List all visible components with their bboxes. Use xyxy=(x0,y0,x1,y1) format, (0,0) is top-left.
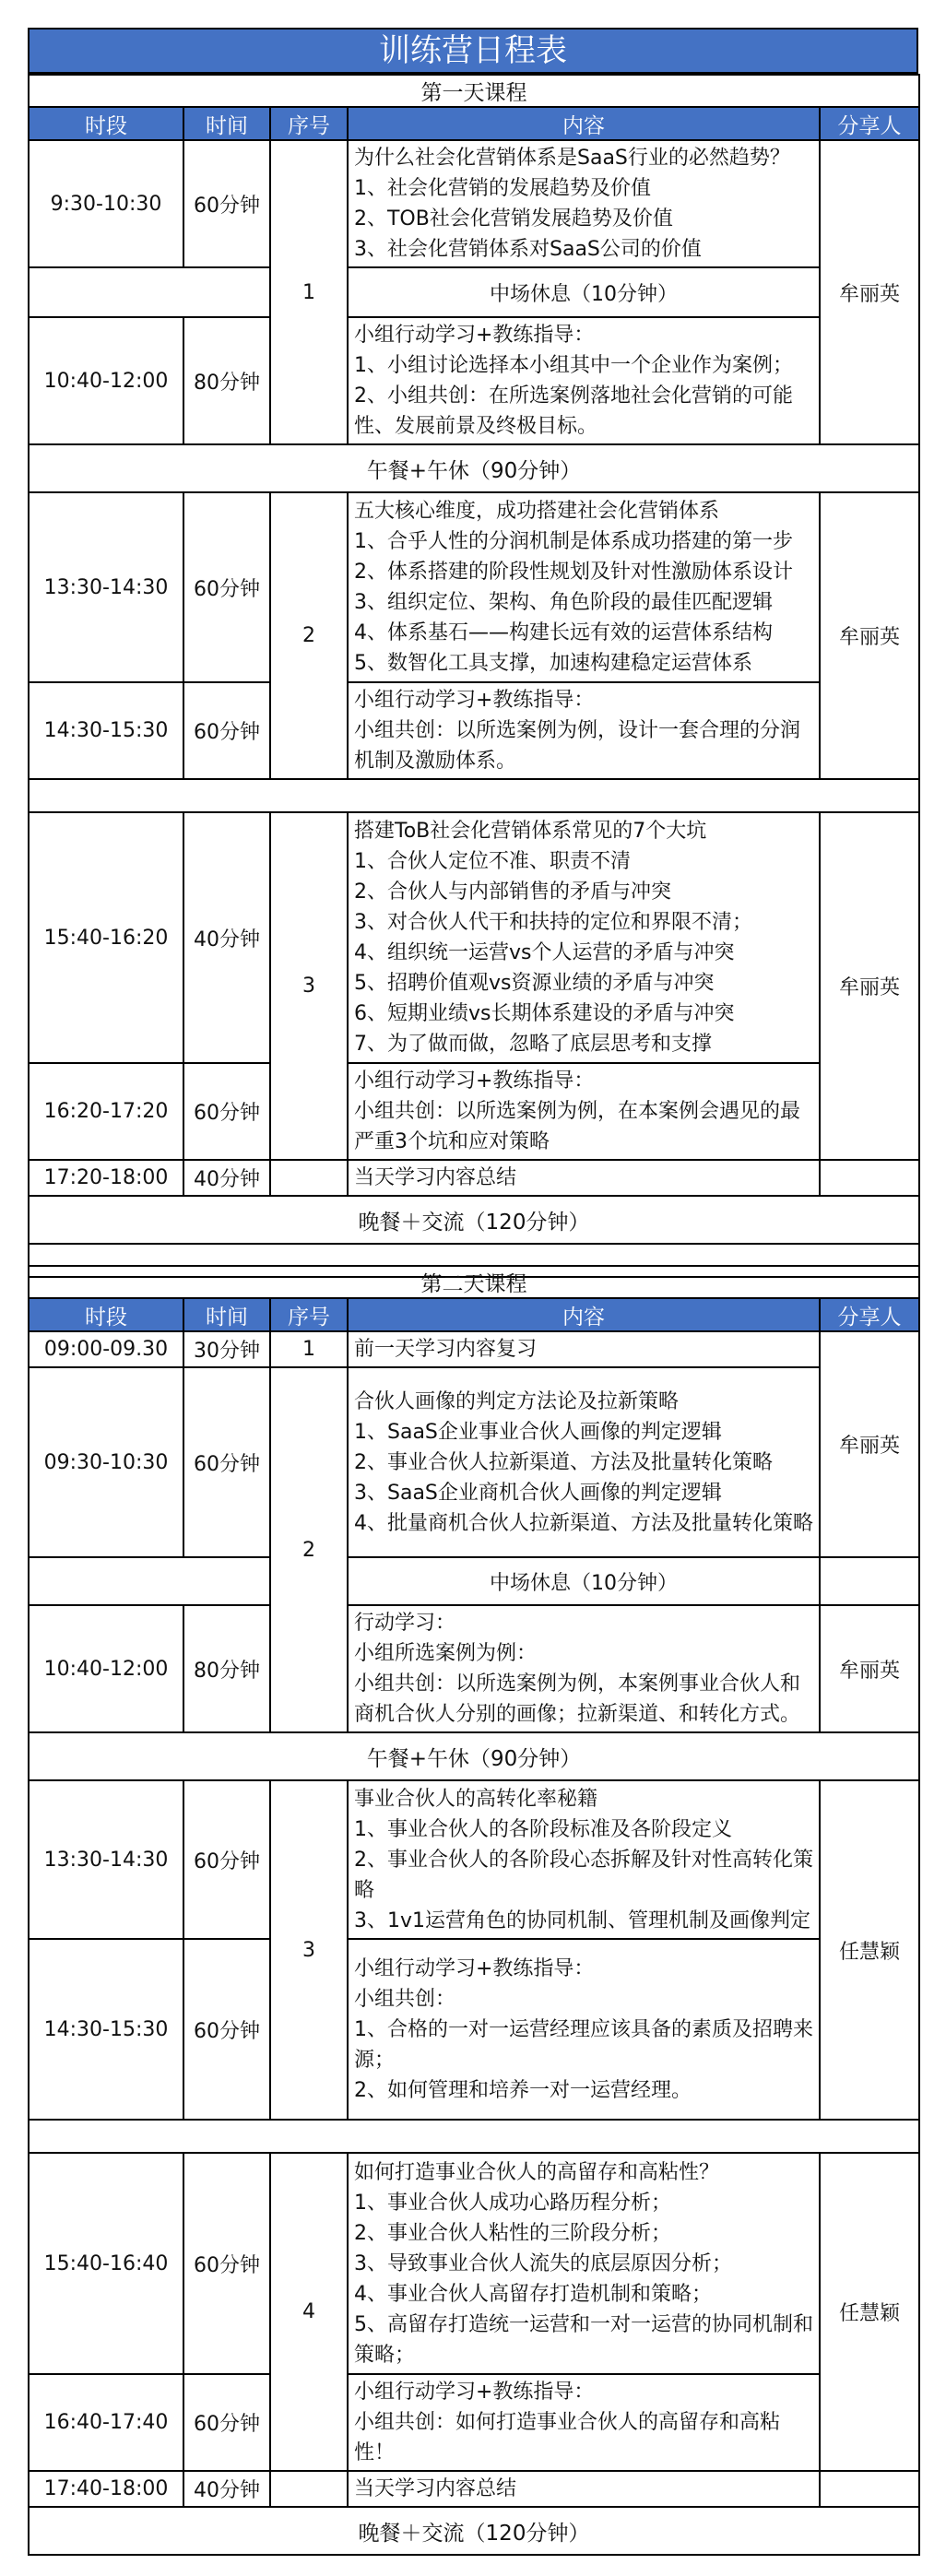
content-cell xyxy=(348,2153,820,2374)
content-line: 小组共创：以所选案例为例，在本案例会遇见的最严重3个坑和应对策略 xyxy=(354,1100,801,1153)
content-line: 1、小组讨论选择本小组其中一个企业作为案例； xyxy=(354,354,793,377)
blank-cell xyxy=(820,1557,919,1605)
time-cell: 13:30-14:30 xyxy=(29,492,183,682)
lunch-row: 午餐+午休（90分钟） xyxy=(29,444,919,492)
content-cell xyxy=(348,682,820,779)
content-line: 2、事业合伙人粘性的三阶段分析； xyxy=(354,2221,671,2245)
header-speaker: 分享人 xyxy=(820,107,919,140)
content-line: 3、导致事业合伙人流失的底层原因分析； xyxy=(354,2251,732,2275)
content-cell xyxy=(348,812,820,1063)
content-line: 小组行动学习+教练指导： xyxy=(354,324,595,347)
number-cell: 3 xyxy=(270,812,348,1160)
speaker-cell xyxy=(820,1160,919,1196)
time-cell: 09:00-09.30 xyxy=(29,1331,183,1367)
time-cell: 15:40-16:20 xyxy=(29,812,183,1063)
content-line: 1、事业合伙人成功心路历程分析； xyxy=(354,2191,671,2215)
content-line: 小组共创：如何打造事业合伙人的高留存和高粘性！ xyxy=(354,2411,781,2464)
content-line: 小组所选案例为例： xyxy=(354,1642,538,1665)
content-line: 小组行动学习+教练指导： xyxy=(354,689,595,712)
content-line: 合伙人画像的判定方法论及拉新策略 xyxy=(354,1389,680,1413)
day2-heading: 第二天课程 xyxy=(29,1266,919,1298)
content-line: 5、招聘价值观vs资源业绩的矛盾与冲突 xyxy=(354,972,715,995)
duration-cell: 40分钟 xyxy=(183,812,270,1063)
speaker-cell: 牟丽英 xyxy=(820,812,919,1160)
day1-table xyxy=(28,74,920,1278)
content-cell xyxy=(348,1367,820,1557)
duration-cell: 60分钟 xyxy=(183,492,270,682)
content-line: 1、SaaS企业事业合伙人画像的判定逻辑 xyxy=(354,1420,722,1444)
number-cell xyxy=(270,2471,348,2507)
content-line: 4、组织统一运营vs个人运营的矛盾与冲突 xyxy=(354,941,735,964)
content-line: 小组行动学习+教练指导： xyxy=(354,1069,595,1093)
header-period: 时段 xyxy=(29,1298,183,1331)
time-cell: 17:20-18:00 xyxy=(29,1160,183,1196)
content-line: 7、为了做而做，忽略了底层思考和支撑 xyxy=(354,1033,712,1056)
page-title: 训练营日程表 xyxy=(28,28,918,74)
content-line: 5、数智化工具支撑，加速构建稳定运营体系 xyxy=(354,652,752,675)
header-speaker: 分享人 xyxy=(820,1298,919,1331)
content-line: 搭建ToB社会化营销体系常见的7个大坑 xyxy=(354,820,707,843)
day2-table xyxy=(28,1265,920,2556)
spacer-row xyxy=(29,2120,919,2153)
content-line: 3、SaaS企业商机合伙人画像的判定逻辑 xyxy=(354,1481,722,1505)
speaker-cell: 牟丽英 xyxy=(820,1605,919,1732)
content-line: 小组共创：以所选案例为例，本案例事业合伙人和商机合伙人分别的画像；拉新渠道、和转化方式。 xyxy=(354,1672,801,1726)
duration-cell: 60分钟 xyxy=(183,2374,270,2471)
content-line: 3、社会化营销体系对SaaS公司的价值 xyxy=(354,238,702,261)
content-line: 2、TOB社会化营销发展趋势及价值 xyxy=(354,207,673,230)
duration-cell: 60分钟 xyxy=(183,1939,270,2120)
number-cell: 1 xyxy=(270,1331,348,1367)
speaker-cell: 牟丽英 xyxy=(820,492,919,779)
time-cell: 13:30-14:30 xyxy=(29,1780,183,1939)
content-line: 1、社会化营销的发展趋势及价值 xyxy=(354,177,651,200)
duration-cell: 80分钟 xyxy=(183,317,270,444)
content-line: 小组共创：以所选案例为例，设计一套合理的分润机制及激励体系。 xyxy=(354,719,801,773)
content-line: 6、短期业绩vs长期体系建设的矛盾与冲突 xyxy=(354,1002,735,1025)
content-line: 2、事业合伙人的各阶段心态拆解及针对性高转化策略 xyxy=(354,1848,813,1902)
content-line: 2、小组共创：在所选案例落地社会化营销的可能性、发展前景及终极目标。 xyxy=(354,384,793,438)
content-line: 小组行动学习+教练指导： xyxy=(354,1956,595,1980)
speaker-cell: 任慧颖 xyxy=(820,2153,919,2471)
header-content: 内容 xyxy=(348,1298,820,1331)
content-line: 3、组织定位、架构、角色阶段的最佳匹配逻辑 xyxy=(354,591,773,614)
time-cell: 14:30-15:30 xyxy=(29,682,183,779)
break-cell: 中场休息（10分钟） xyxy=(348,1557,820,1605)
content-line: 五大核心维度，成功搭建社会化营销体系 xyxy=(354,500,720,523)
content-line: 小组行动学习+教练指导： xyxy=(354,2381,595,2404)
number-cell xyxy=(270,1160,348,1196)
content-cell: 当天学习内容总结 xyxy=(348,1160,820,1196)
speaker-cell xyxy=(820,2471,919,2507)
content-cell: 当天学习内容总结 xyxy=(348,2471,820,2507)
time-cell: 15:40-16:40 xyxy=(29,2153,183,2374)
header-content: 内容 xyxy=(348,107,820,140)
content-line: 2、合伙人与内部销售的矛盾与冲突 xyxy=(354,880,671,904)
lunch-row: 午餐+午休（90分钟） xyxy=(29,1732,919,1780)
time-cell: 16:20-17:20 xyxy=(29,1063,183,1160)
dinner-row: 晚餐＋交流（120分钟） xyxy=(29,1196,919,1244)
content-line: 事业合伙人的高转化率秘籍 xyxy=(354,1787,598,1811)
day1-heading: 第一天课程 xyxy=(29,75,919,107)
time-cell: 10:40-12:00 xyxy=(29,1605,183,1732)
content-line: 1、合伙人定位不准、职责不清 xyxy=(354,850,631,873)
content-line: 为什么社会化营销体系是SaaS行业的必然趋势？ xyxy=(354,147,790,170)
content-line: 行动学习： xyxy=(354,1612,456,1635)
content-cell xyxy=(348,1939,820,2120)
content-line: 1、合格的一对一运营经理应该具备的素质及招聘来源； xyxy=(354,2017,813,2072)
duration-cell: 40分钟 xyxy=(183,1160,270,1196)
content-line: 1、合乎人性的分润机制是体系成功搭建的第一步 xyxy=(354,530,793,553)
time-cell: 14:30-15:30 xyxy=(29,1939,183,2120)
content-cell xyxy=(348,492,820,682)
header-duration: 时间 xyxy=(183,107,270,140)
content-cell xyxy=(348,140,820,267)
content-cell xyxy=(348,1605,820,1732)
time-cell: 10:40-12:00 xyxy=(29,317,183,444)
number-cell: 4 xyxy=(270,2153,348,2471)
number-cell: 2 xyxy=(270,492,348,779)
duration-cell: 60分钟 xyxy=(183,1367,270,1557)
content-cell xyxy=(348,1063,820,1160)
header-duration: 时间 xyxy=(183,1298,270,1331)
number-cell: 2 xyxy=(270,1367,348,1732)
content-cell xyxy=(348,1780,820,1939)
duration-cell: 60分钟 xyxy=(183,140,270,267)
duration-cell: 30分钟 xyxy=(183,1331,270,1367)
content-line: 4、批量商机合伙人拉新渠道、方法及批量转化策略 xyxy=(354,1511,813,1535)
duration-cell: 60分钟 xyxy=(183,1063,270,1160)
blank-cell xyxy=(29,267,270,317)
duration-cell: 40分钟 xyxy=(183,2471,270,2507)
content-line: 2、体系搭建的阶段性规划及针对性激励体系设计 xyxy=(354,561,793,584)
speaker-cell: 牟丽英 xyxy=(820,140,919,444)
dinner-row: 晚餐＋交流（120分钟） xyxy=(29,2507,919,2555)
duration-cell: 60分钟 xyxy=(183,682,270,779)
header-no: 序号 xyxy=(270,1298,348,1331)
content-line: 3、对合伙人代干和扶持的定位和界限不清； xyxy=(354,911,752,934)
duration-cell: 60分钟 xyxy=(183,1780,270,1939)
header-no: 序号 xyxy=(270,107,348,140)
duration-cell: 80分钟 xyxy=(183,1605,270,1732)
duration-cell: 60分钟 xyxy=(183,2153,270,2374)
content-cell: 前一天学习内容复习 xyxy=(348,1331,820,1367)
content-line: 3、1v1运营角色的协同机制、管理机制及画像判定 xyxy=(354,1908,811,1932)
time-cell: 17:40-18:00 xyxy=(29,2471,183,2507)
content-line: 2、如何管理和培养一对一运营经理。 xyxy=(354,2078,692,2102)
spacer-row xyxy=(29,779,919,812)
content-line: 如何打造事业合伙人的高留存和高粘性？ xyxy=(354,2160,720,2184)
content-line: 小组共创： xyxy=(354,1987,456,2011)
speaker-cell: 牟丽英 xyxy=(820,1331,919,1557)
blank-cell xyxy=(29,1557,270,1605)
content-line: 4、体系基石——构建长远有效的运营体系结构 xyxy=(354,621,773,644)
content-cell xyxy=(348,317,820,444)
speaker-cell: 任慧颖 xyxy=(820,1780,919,2120)
time-cell: 09:30-10:30 xyxy=(29,1367,183,1557)
content-line: 4、事业合伙人高留存打造机制和策略； xyxy=(354,2282,712,2306)
header-period: 时段 xyxy=(29,107,183,140)
content-line: 5、高留存打造统一运营和一对一运营的协同机制和策略； xyxy=(354,2312,813,2367)
number-cell: 3 xyxy=(270,1780,348,2120)
content-line: 2、事业合伙人拉新渠道、方法及批量转化策略 xyxy=(354,1450,773,1474)
time-cell: 9:30-10:30 xyxy=(29,140,183,267)
time-cell: 16:40-17:40 xyxy=(29,2374,183,2471)
number-cell: 1 xyxy=(270,140,348,444)
content-line: 1、事业合伙人的各阶段标准及各阶段定义 xyxy=(354,1817,732,1841)
break-cell: 中场休息（10分钟） xyxy=(348,267,820,317)
content-cell xyxy=(348,2374,820,2471)
